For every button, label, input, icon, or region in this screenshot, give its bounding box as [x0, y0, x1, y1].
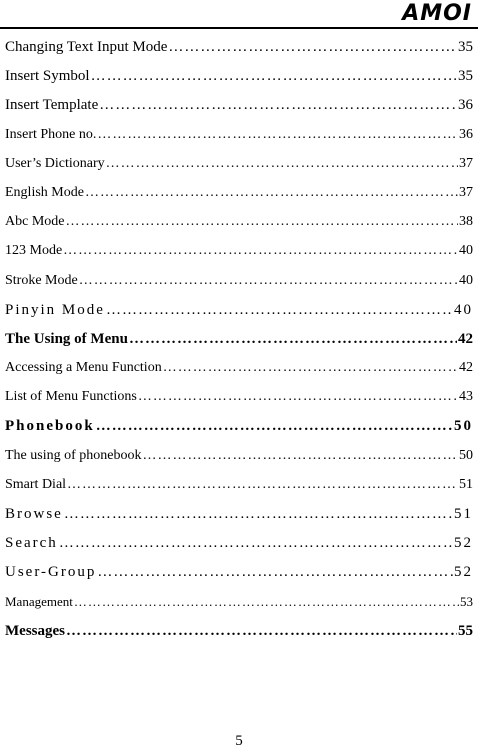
- toc-entry-page: 50: [454, 418, 473, 435]
- toc-entry-page: 37: [459, 184, 473, 200]
- toc-leader-dots: [96, 415, 453, 437]
- toc-entry[interactable]: [5, 65, 473, 94]
- toc-entry[interactable]: [5, 357, 473, 386]
- toc-leader-dots: [163, 357, 458, 379]
- toc-entry-title: Changing Text Input Mode: [5, 39, 168, 55]
- toc-leader-dots: [97, 561, 453, 583]
- toc-leader-dots: [85, 182, 458, 204]
- toc-entry-page: 35: [458, 68, 473, 85]
- toc-entry-page: 35: [458, 39, 473, 55]
- toc-entry-page: 51: [459, 476, 473, 492]
- toc-entry-page: 37: [459, 155, 473, 171]
- toc-entry-title: Abc Mode: [5, 214, 65, 230]
- toc-entry[interactable]: [5, 445, 473, 474]
- toc-entry-page: 53: [460, 593, 473, 609]
- toc-entry-title: Insert Symbol: [5, 68, 90, 85]
- toc-entry-title: 123 Mode: [5, 243, 63, 259]
- toc-entry-page: 51: [454, 506, 473, 522]
- toc-leader-dots: [99, 94, 457, 116]
- toc-entry-title: English Mode: [5, 184, 84, 200]
- table-of-contents: [5, 36, 473, 649]
- toc-leader-dots: [129, 328, 457, 350]
- toc-leader-dots: [142, 445, 458, 467]
- toc-entry-title: Accessing a Menu Function: [5, 360, 162, 376]
- toc-entry-title: Stroke Mode: [5, 272, 78, 288]
- toc-leader-dots: [66, 620, 457, 642]
- toc-entry[interactable]: [5, 561, 473, 590]
- toc-entry-title: User-Group: [5, 564, 97, 581]
- toc-leader-dots: [106, 299, 453, 321]
- page-header: [0, 0, 478, 30]
- toc-leader-dots: [74, 591, 459, 613]
- toc-leader-dots: [64, 503, 453, 525]
- toc-entry-page: 52: [454, 564, 473, 581]
- toc-entry[interactable]: [5, 36, 473, 65]
- toc-entry-title: Phonebook: [5, 418, 95, 435]
- toc-entry-title: Smart Dial: [5, 476, 67, 492]
- toc-entry[interactable]: [5, 124, 473, 153]
- toc-entry-page: 40: [454, 301, 473, 318]
- toc-entry[interactable]: [5, 153, 473, 182]
- toc-entry-page: 40: [459, 272, 473, 288]
- toc-entry-title: Search: [5, 535, 58, 552]
- toc-entry-title: User’s Dictionary: [5, 155, 105, 171]
- toc-leader-dots: [63, 240, 458, 262]
- toc-entry-page: 42: [458, 330, 473, 347]
- toc-entry-title: The using of phonebook: [5, 447, 142, 463]
- toc-leader-dots: [66, 211, 459, 233]
- toc-leader-dots: [106, 153, 458, 175]
- toc-entry-page: 38: [459, 214, 473, 230]
- toc-entry[interactable]: [5, 182, 473, 211]
- toc-entry-page: 36: [459, 126, 473, 142]
- toc-entry[interactable]: [5, 474, 473, 503]
- toc-entry[interactable]: [5, 591, 473, 620]
- toc-leader-dots: [91, 65, 457, 87]
- page-number: 5: [235, 733, 243, 749]
- toc-entry[interactable]: [5, 328, 473, 357]
- toc-entry-page: 42: [459, 360, 473, 376]
- toc-entry[interactable]: [5, 270, 473, 299]
- toc-entry-title: The Using of Menu: [5, 330, 128, 347]
- header-rule: [0, 27, 478, 29]
- toc-leader-dots: [79, 270, 458, 292]
- toc-entry-title: Browse: [5, 506, 63, 522]
- toc-entry-page: 50: [459, 447, 473, 463]
- toc-entry-page: 43: [459, 389, 473, 405]
- toc-leader-dots: [97, 124, 458, 146]
- toc-leader-dots: [138, 386, 458, 408]
- toc-entry-title: Pinyin Mode: [5, 301, 105, 318]
- toc-leader-dots: [59, 532, 453, 554]
- toc-entry[interactable]: [5, 240, 473, 269]
- toc-entry-title: Insert Phone no.: [5, 126, 97, 142]
- toc-entry-page: 40: [459, 243, 473, 259]
- toc-entry-page: 55: [458, 622, 473, 639]
- toc-entry[interactable]: [5, 415, 473, 444]
- toc-entry[interactable]: [5, 503, 473, 532]
- toc-entry[interactable]: [5, 386, 473, 415]
- toc-entry-page: 36: [458, 97, 473, 114]
- toc-leader-dots: [168, 36, 457, 58]
- toc-entry[interactable]: [5, 620, 473, 649]
- toc-entry-title: Messages: [5, 622, 65, 639]
- toc-entry[interactable]: [5, 532, 473, 561]
- toc-entry-page: 52: [454, 535, 473, 552]
- toc-entry[interactable]: [5, 299, 473, 328]
- toc-entry[interactable]: [5, 94, 473, 123]
- toc-entry-title: List of Menu Functions: [5, 389, 137, 405]
- toc-entry-title: Insert Template: [5, 97, 99, 114]
- amoi-logo: AMOI: [402, 1, 472, 26]
- toc-entry[interactable]: [5, 211, 473, 240]
- toc-entry-title: Management: [5, 593, 73, 609]
- toc-leader-dots: [67, 474, 458, 496]
